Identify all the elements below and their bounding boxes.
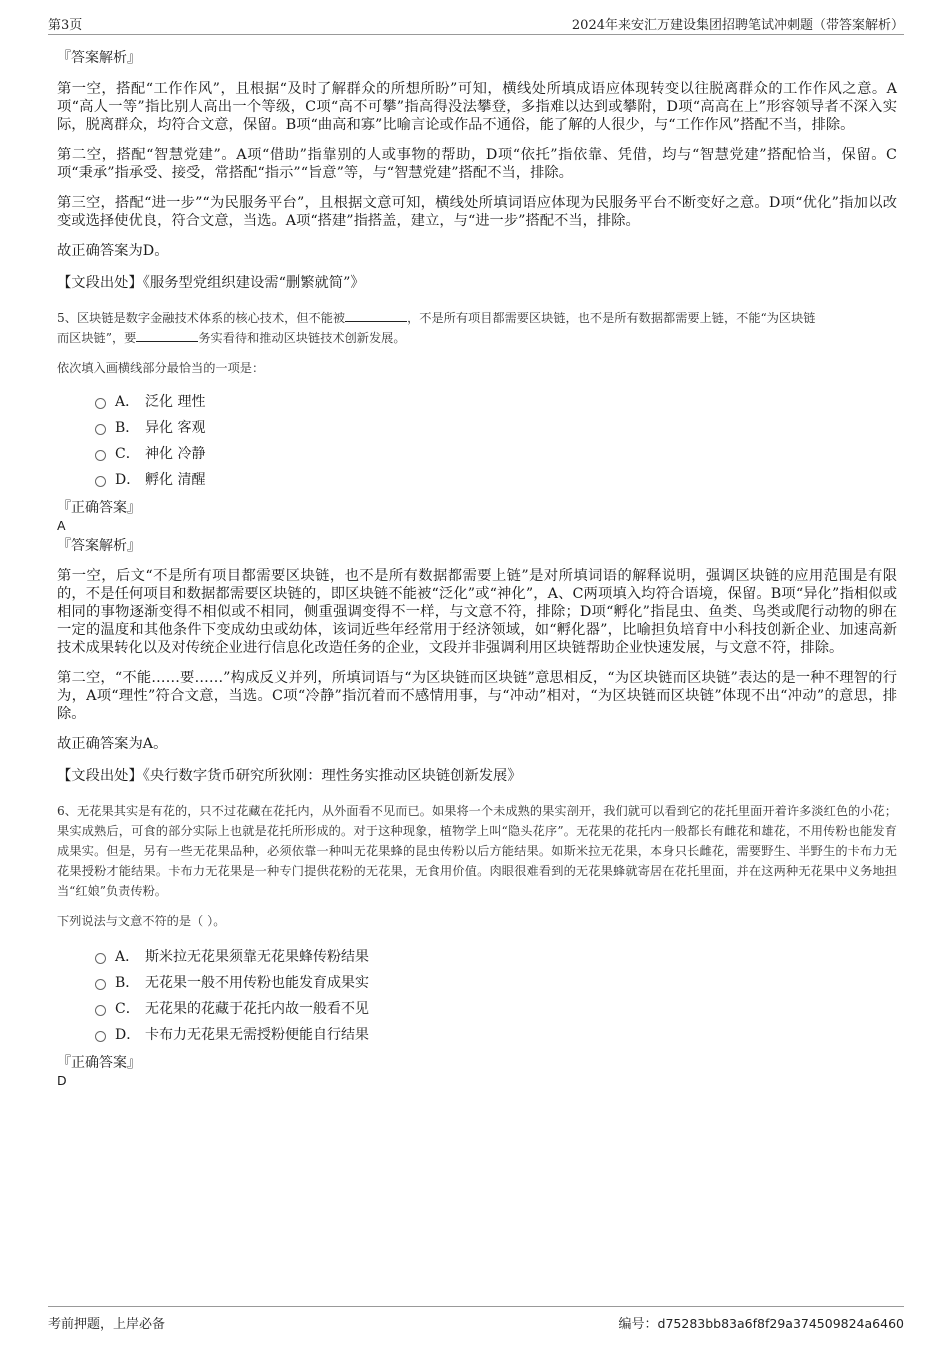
option-d[interactable]: D． 卡布力无花果无需授粉便能自行结果 [57,1023,897,1047]
correct-answer: D [57,1073,67,1088]
analysis-paragraph: 第一空，搭配“工作作风”，且根据“及时了解群众的所想所盼”可知，横线处所填成语应体现转变以往脱离群众的工作作风之意。A项“高人一等”指比别人高出一个等级，C项“高不可攀”指高得没法攀登，多指难以达到或攀附，D项“高高在上”形容领导者不深入实际，脱离群众，均符合文意，保留。B项“曲高和寡”比喻言论或作品不通俗，能了解的人很少，与“工作作风”搭配不当，排除。 [57,81,897,133]
radio-button[interactable] [95,953,106,964]
analysis-label: 『答案解析』 [57,50,141,66]
analysis-paragraph: 第二空，“不能……要……”构成反义并列，所填词语与“为区块链而区块链”意思相反，“为区块链而区块链”表达的是一种不理智的行为，A项“理性”符合文意，当选。C项“冷静”指沉着而不感情用事，与“冲动”相对，“为区块链而区块链”体现不出“冲动”的意思，排除。 [57,670,897,722]
footer-slogan: 考前押题，上岸必备 [48,1317,166,1332]
page-number: 第3页 [48,18,83,33]
answer-conclusion: 故正确答案为A。 [57,736,168,752]
document-title: 2024年来安汇万建设集团招聘笔试冲刺题（带答案解析） [571,18,904,33]
option-a[interactable]: A． 斯米拉无花果须靠无花果蜂传粉结果 [57,945,897,969]
radio-button[interactable] [95,979,106,990]
option-c[interactable]: C． 神化 冷静 [57,442,897,466]
radio-button[interactable] [95,1005,106,1016]
analysis-label: 『答案解析』 [57,538,141,554]
correct-answer-label: 『正确答案』 [57,1055,141,1071]
page-footer [48,1306,904,1332]
source-citation: 【文段出处】《服务型党组织建设需“删繁就简”》 [57,275,365,291]
option-d[interactable]: D． 孵化 清醒 [57,468,897,492]
stem-text: 务实看待和推动区块链技术创新发展。 [198,331,406,345]
radio-button[interactable] [95,1031,106,1042]
page-header [48,12,904,35]
correct-answer-label: 『正确答案』 [57,500,141,516]
question-prompt: 下列说法与文意不符的是（ ）。 [57,914,226,928]
analysis-paragraph: 第一空，后文“不是所有项目都需要区块链，也不是所有数据都需要上链”是对所填词语的解释说明，强调区块链的应用范围是有限的，不是任何项目和数据都需要区块链的，即区块链不能被“泛化”或“神化”，A、C两项填入均符合语境，保留。B项“异化”指相似或相同的事物逐渐变得不相似或不相同，侧重强调变得不一样，与文意不符，排除；D项“孵化”指昆虫、鱼类、鸟类或爬行动物的卵在一定的温度和其他条件下变成幼虫或幼体，该词近些年经常用于经济领域，如“孵化器”，比喻担负培育中小科技创新企业、加速高新技术成果转化以及对传统企业进行信息化改造任务的企业，文段并非强调利用区块链帮助企业快速发展，与文意不符，排除。 [57,568,897,656]
question-stem [57,308,897,348]
code-label: 编号： [618,1317,658,1332]
radio-button[interactable] [95,424,106,435]
radio-button[interactable] [95,450,106,461]
page-content [57,46,897,1089]
stem-text: 而区块链”，要 [57,331,137,345]
question-prompt: 依次填入画横线部分最恰当的一项是： [57,361,265,375]
analysis-paragraph: 第三空，搭配“进一步”“为民服务平台”，且根据文意可知，横线处所填词语应体现为民服务平台不断变好之意。D项“优化”指加以改变或选择使优良，符合文意，当选。A项“搭建”指搭盖，建立，与“进一步”搭配不当，排除。 [57,195,897,229]
options-list [57,390,897,492]
correct-answer: A [57,518,66,533]
code-value: d75283bb83a6f8f29a374509824a6460 [657,1316,904,1331]
options-list [57,945,897,1047]
option-c[interactable]: C． 无花果的花藏于花托内故一般看不见 [57,997,897,1021]
stem-text: 5、区块链是数字金融技术体系的核心技术，但不能被 [57,311,346,325]
option-b[interactable]: B． 无花果一般不用传粉也能发育成果实 [57,971,897,995]
stem-text: ，不是所有项目都需要区块链，也不是所有数据都需要上链，不能“为区块链 [407,311,816,325]
option-a[interactable]: A． 泛化 理性 [57,390,897,414]
source-citation: 【文段出处】《央行数字货币研究所狄刚：理性务实推动区块链创新发展》 [57,768,522,784]
question-stem: 6、无花果其实是有花的，只不过花藏在花托内，从外面看不见而已。如果将一个未成熟的果实剖开，我们就可以看到它的花托里面开着许多淡红色的小花；果实成熟后，可食的部分实际上也就是花托所形成的。对于这种现象，植物学上叫“隐头花序”。无花果的花托内一般都长有雌花和雄花，不用传粉也能发育成果实。但是，另有一些无花果品种，必须依靠一种叫无花果蜂的昆虫传粉以后方能结果。如斯米拉无花果，本身只长雌花，需要野生、半野生的卡布力无花果授粉才能结果。卡布力无花果是一种专门提供花粉的无花果，无食用价值。肉眼很难看到的无花果蜂就寄居在花托里面，并在这两种无花果中义务地担当“红娘”负责传粉。 [57,804,897,898]
radio-button[interactable] [95,398,106,409]
analysis-paragraph: 第二空，搭配“智慧党建”。A项“借助”指靠别的人或事物的帮助，D项“依托”指依靠、凭借，均与“智慧党建”搭配恰当，保留。C项“秉承”指承受、接受，常搭配“指示”“旨意”等，与“智慧党建”搭配不当，排除。 [57,147,897,181]
document-code [619,1313,904,1332]
answer-conclusion: 故正确答案为D。 [57,243,169,259]
radio-button[interactable] [95,476,106,487]
option-b[interactable]: B． 异化 客观 [57,416,897,440]
fill-blank [345,309,407,322]
fill-blank [136,329,198,342]
